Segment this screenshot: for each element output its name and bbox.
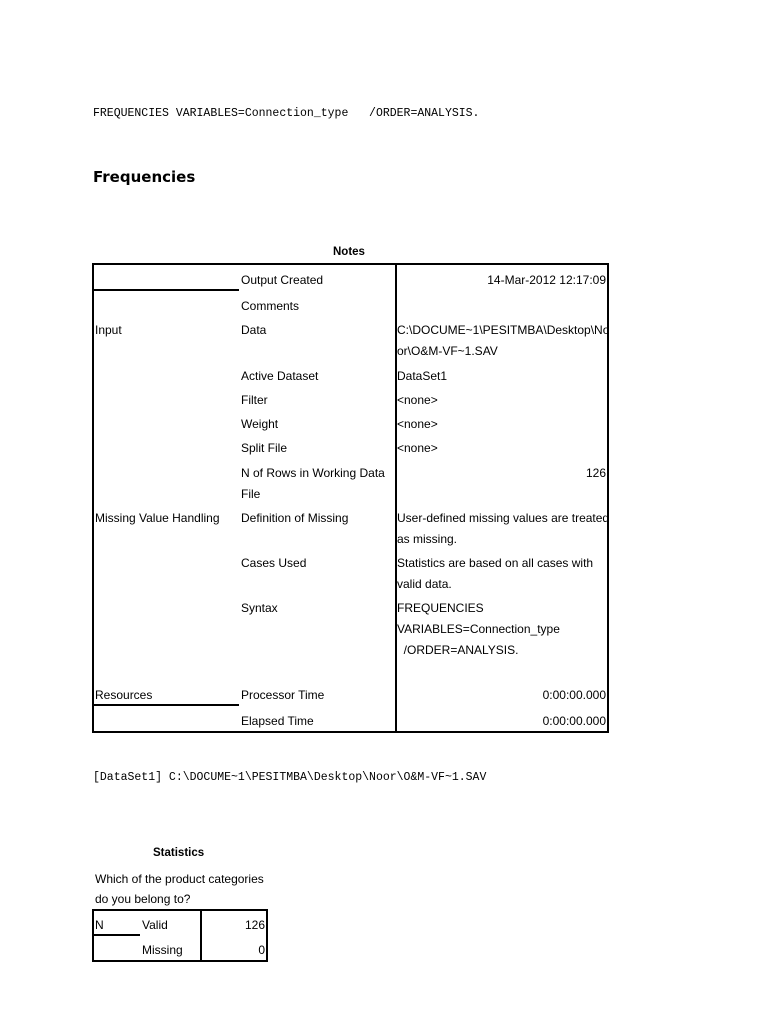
n-label: N (95, 918, 104, 932)
output-created-value: 14-Mar-2012 12:17:09 (487, 273, 606, 287)
processor-time-label: Processor Time (241, 688, 325, 702)
data-label: Data (241, 323, 267, 337)
data-value: C:\DOCUME~1\PESITMBA\Desktop\No (397, 323, 610, 337)
elapsed-time-label: Elapsed Time (241, 714, 314, 728)
n-rows-value: 126 (585, 466, 606, 480)
elapsed-time-value: 0:00:00.000 (542, 714, 606, 728)
data-value: or\O&M-VF~1.SAV (397, 344, 498, 358)
processor-time-value: 0:00:00.000 (542, 688, 606, 702)
split-file-label: Split File (241, 441, 288, 455)
active-dataset-label: Active Dataset (241, 369, 319, 383)
filter-value: <none> (397, 393, 438, 407)
missing-label: Missing (142, 943, 183, 957)
frequencies-heading: Frequencies (93, 168, 196, 186)
weight-value: <none> (397, 417, 438, 431)
cases-used-value: valid data. (397, 577, 452, 591)
output-created-label: Output Created (241, 273, 324, 287)
definition-value: User-defined missing values are treated (397, 511, 610, 525)
notes-title: Notes (333, 246, 365, 258)
missing-handling-label: Missing Value Handling (95, 511, 220, 525)
syntax-value: FREQUENCIES (397, 601, 484, 615)
active-dataset-value: DataSet1 (397, 369, 448, 383)
valid-value: 126 (244, 918, 265, 932)
cases-used-label: Cases Used (241, 556, 307, 570)
missing-value: 0 (258, 943, 265, 957)
statistics-title: Statistics (153, 847, 205, 859)
weight-label: Weight (241, 417, 279, 431)
n-rows-label: N of Rows in Working Data (241, 466, 385, 480)
definition-label: Definition of Missing (241, 511, 349, 525)
syntax-value: /ORDER=ANALYSIS. (397, 643, 519, 657)
syntax-label: Syntax (241, 601, 278, 615)
syntax-value: VARIABLES=Connection_type (397, 622, 560, 636)
cases-used-value: Statistics are based on all cases with (397, 556, 594, 570)
syntax-echo: FREQUENCIES VARIABLES=Connection_type /ORDER=ANALYSIS. (93, 107, 480, 120)
variable-label: Which of the product categories (95, 872, 264, 886)
valid-label: Valid (142, 918, 168, 932)
comments-label: Comments (241, 299, 300, 313)
split-file-value: <none> (397, 441, 438, 455)
variable-label: do you belong to? (95, 892, 191, 906)
filter-label: Filter (241, 393, 268, 407)
n-rows-label: File (241, 487, 261, 501)
column-divider (200, 909, 202, 962)
definition-value: as missing. (397, 532, 458, 546)
input-label: Input (95, 323, 122, 337)
dataset-path-line: [DataSet1] C:\DOCUME~1\PESITMBA\Desktop\Noor\O&M-VF~1.SAV (93, 771, 487, 784)
row-divider (94, 289, 239, 291)
resources-label: Resources (95, 688, 153, 702)
